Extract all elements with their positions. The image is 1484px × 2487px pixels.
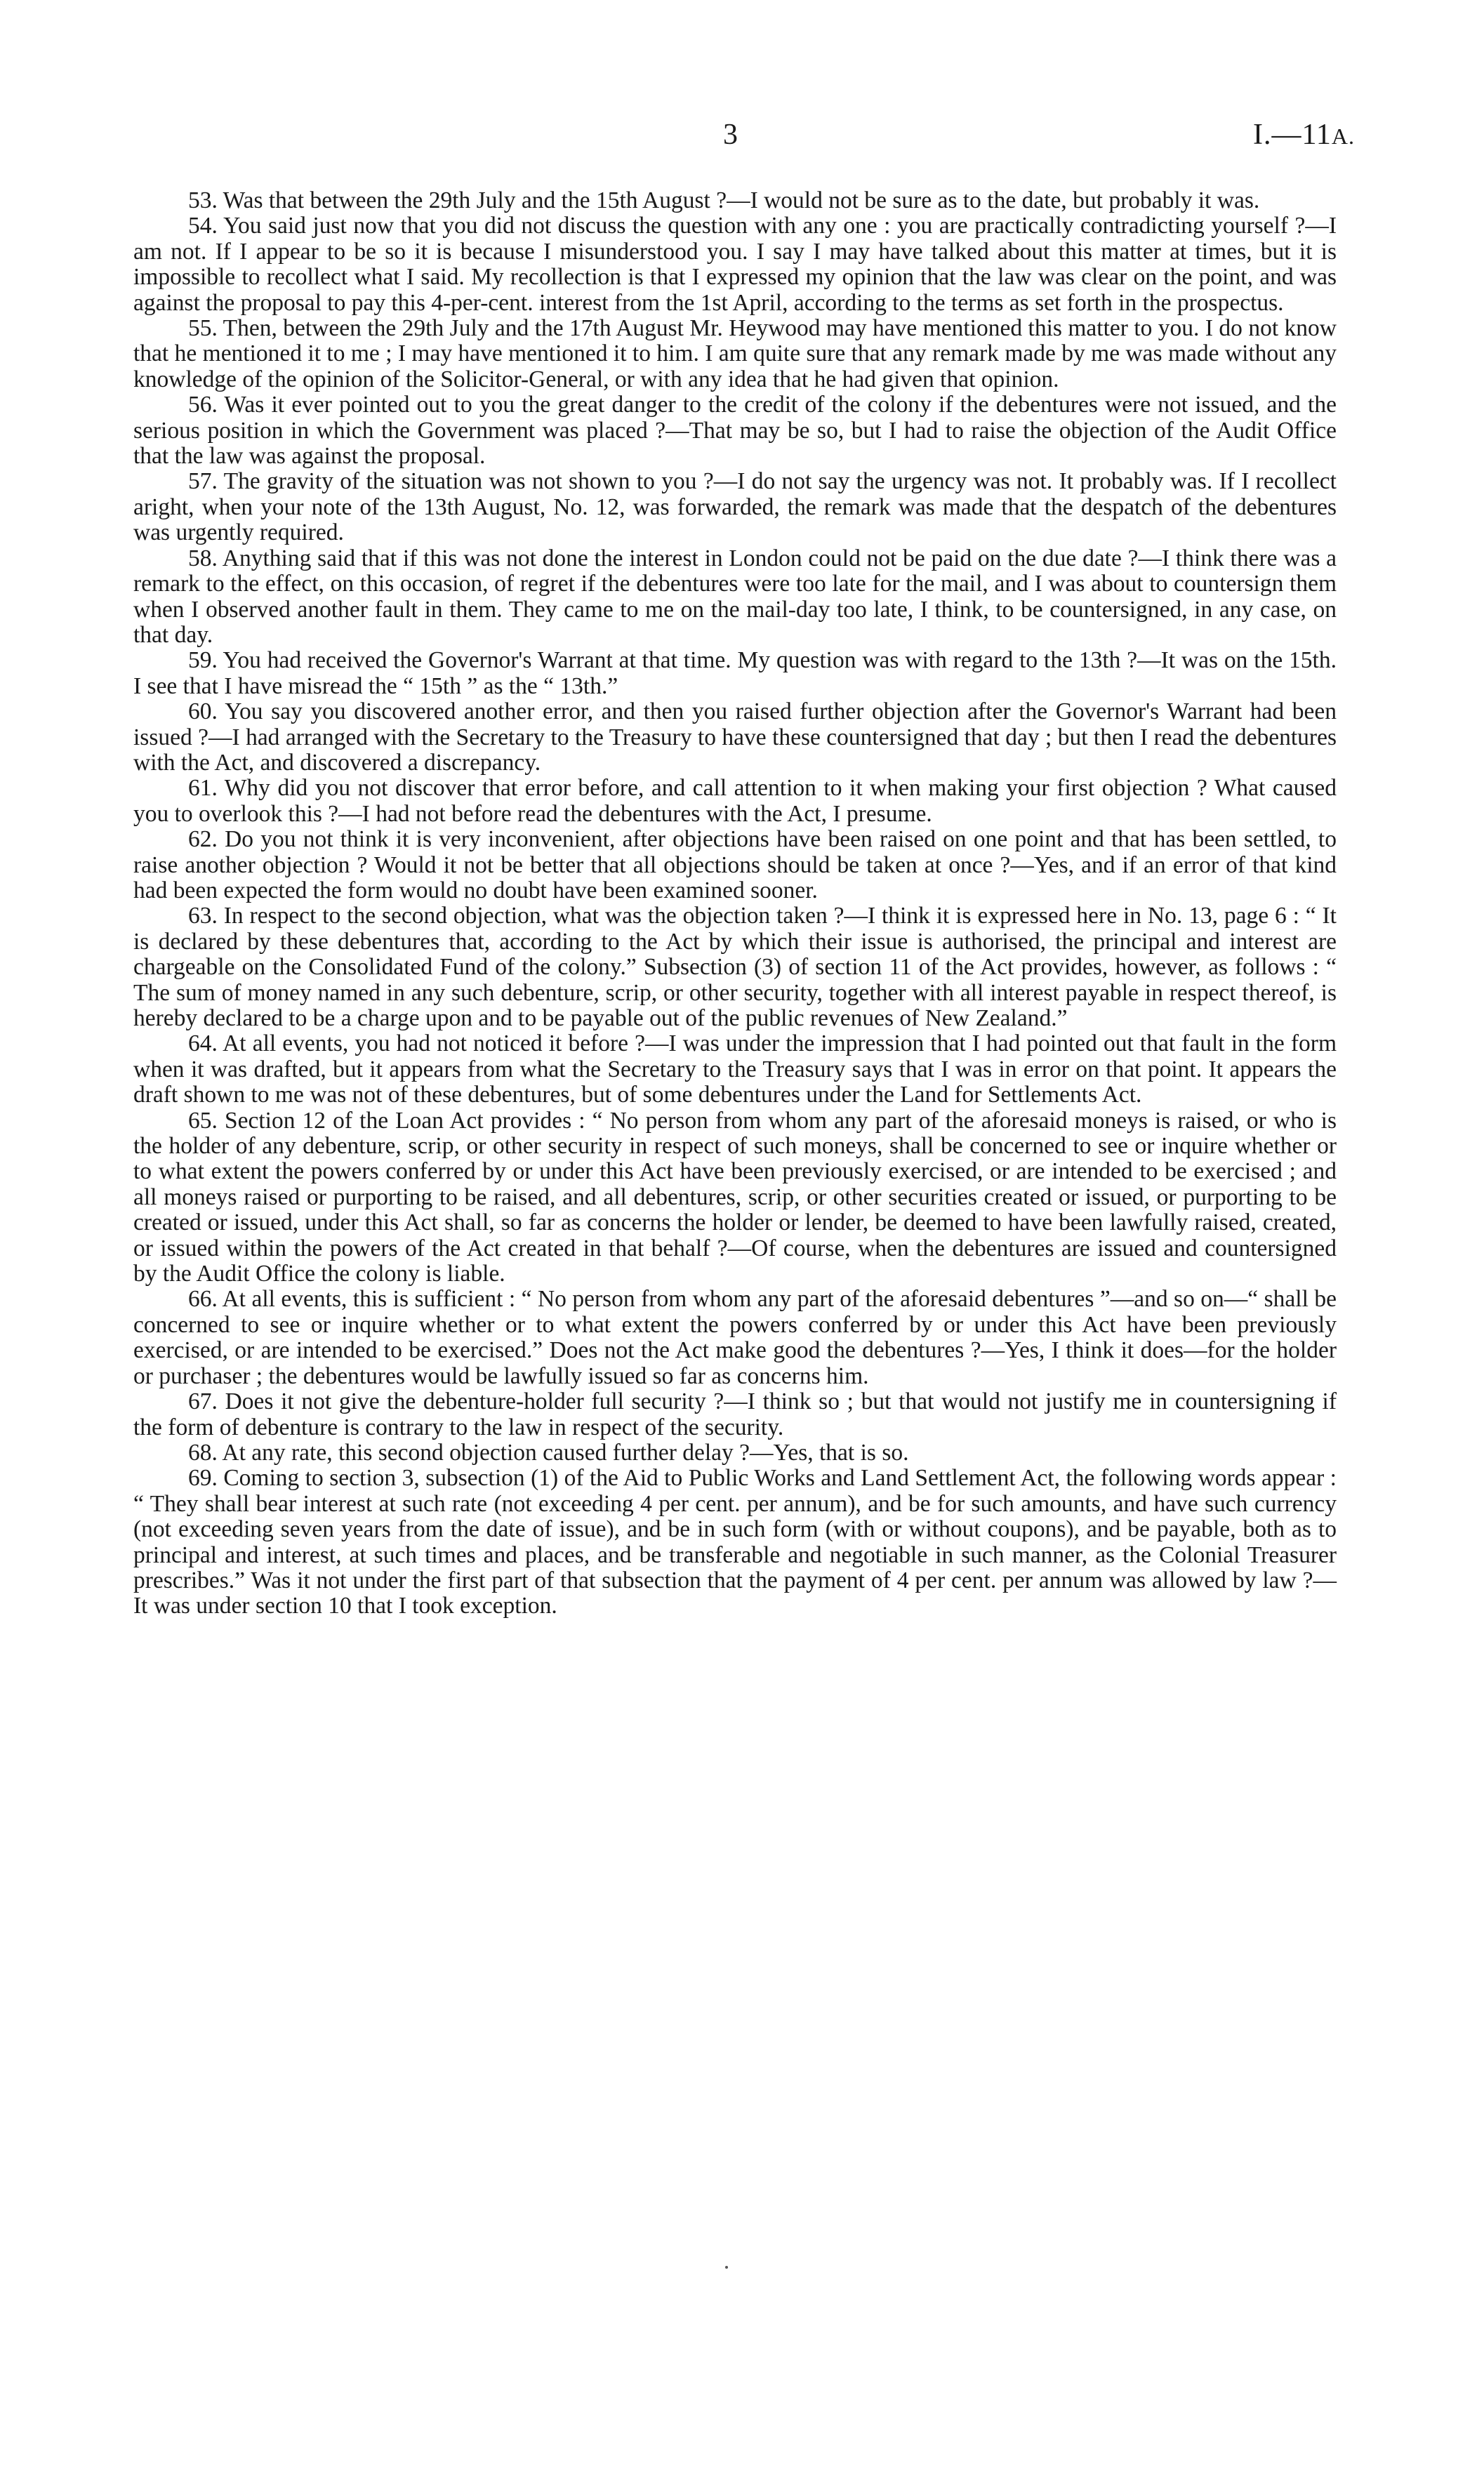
paper-reference	[1253, 118, 1355, 153]
question-57: 57. The gravity of the situation was not shown to you ?—I do not say the urgency was not. It probably was. If I recollect aright, when your note of the 13th August, No. 12, was forwarded, the remark was made that the despatch of the debentures was urgently required.	[133, 468, 1337, 546]
question-65: 65. Section 12 of the Loan Act provides : “ No person from whom any part of the aforesaid moneys is raised, or who is the holder of any debenture, scrip, or other security in respect of such moneys, shall be concerned to see or inquire whether or to what extent the powers conferred by or under this Act have been previously exercised, or are intended to be exercised ; and all moneys raised or purporting to be raised, and all debentures, scrip, or other securities created or issued, or purporting to be created or issued, under this Act shall, so far as concerns the holder or lender, be deemed to have been lawfully raised, created, or issued within the powers of the Act created in that behalf ?—Of course, when the debentures are issued and countersigned by the Audit Office the colony is liable.	[133, 1107, 1337, 1287]
question-54: 54. You said just now that you did not discuss the question with any one : you are practically contradicting yourself ?—I am not. If I appear to be so it is because I misunderstood you. I say I may have talked about this matter at times, but it is impossible to recollect what I said. My recollection is that I expressed my opinion that the law was clear on the point, and was against the proposal to pay this 4-per-cent. interest from the 1st April, according to the terms as set forth in the prospectus.	[133, 213, 1337, 316]
question-66: 66. At all events, this is sufficient : “ No person from whom any part of the aforesaid debentures ”—and so on—“ shall be concerned to see or inquire whether or to what extent the powers conferred by or under this Act have been previously exercised, or are intended to be exercised.” Does not the Act make good the debentures ?—Yes, I think it does—for the holder or purchaser ; the debentures would be lawfully issued so far as concerns him.	[133, 1286, 1337, 1389]
question-53: 53. Was that between the 29th July and the 15th August ?—I would not be sure as to the date, but probably it was.	[188, 187, 1260, 213]
page-number: 3	[723, 119, 738, 151]
question-60: 60. You say you discovered another error, and then you raised further objection after the Governor's Warrant had been issued ?—I had arranged with the Secretary to the Treasury to have these countersigned that day ; but then I read the debentures with the Act, and discovered a discrepancy.	[133, 698, 1337, 776]
question-55: 55. Then, between the 29th July and the 17th August Mr. Heywood may have mentioned this matter to you. I do not know that he mentioned it to me ; I may have mentioned it to him. I am quite sure that any remark made by me was made without any knowledge of the opinion of the Solicitor-General, or with any idea that he had given that opinion.	[133, 315, 1337, 392]
paper-reference-suffix: A.	[1331, 124, 1355, 149]
question-58: 58. Anything said that if this was not done the interest in London could not be paid on the due date ?—I think there was a remark to the effect, on this occasion, of regret if the debentures were too late for the mail, and I was about to countersign them when I observed another fault in them. They came to me on the mail-day too late, I think, to be countersigned, in any case, on that day.	[133, 545, 1337, 648]
question-56: 56. Was it ever pointed out to you the great danger to the credit of the colony if the debentures were not issued, and the serious position in which the Government was placed ?—That may be so, but I had to raise the objection of the Audit Office that the law was against the proposal.	[133, 392, 1337, 470]
evidence-text	[133, 188, 1337, 1619]
question-63: 63. In respect to the second objection, what was the objection taken ?—I think it is expressed here in No. 13, page 6 : “ It is declared by these debentures that, according to the Act by which their issue is authorised, the principal and interest are chargeable on the Consolidated Fund of the colony.” Subsection (3) of section 11 of the Act provides, however, as follows : “ The sum of money named in any such debenture, scrip, or other security, together with all interest payable in respect thereof, is hereby declared to be a charge upon and to be payable out of the public revenues of New Zealand.”	[133, 903, 1337, 1031]
page-header	[0, 118, 1484, 160]
print-speck	[725, 2266, 728, 2269]
question-64: 64. At all events, you had not noticed it before ?—I was under the impression that I had pointed out that fault in the form when it was drafted, but it appears from what the Secretary to the Treasury says that I was in error on that point. It appears the draft shown to me was not of these debentures, but of some debentures under the Land for Settlements Act.	[133, 1030, 1337, 1108]
question-61: 61. Why did you not discover that error before, and call attention to it when making your first objection ? What caused you to overlook this ?—I had not before read the debentures with the Act, I presume.	[133, 775, 1337, 827]
question-68: 68. At any rate, this second objection caused further delay ?—Yes, that is so.	[188, 1439, 909, 1466]
question-69: 69. Coming to section 3, subsection (1) of the Aid to Public Works and Land Settlement Act, the following words appear : “ They shall bear interest at such rate (not exceeding 4 per cent. per annum), and be for such amounts, and have such currency (not exceeding seven years from the date of issue), and be in such form (with or without coupons), and be payable, both as to principal and interest, at such times and places, and be transferable and negotiable in such manner, as the Colonial Treasurer prescribes.” Was it not under the first part of that subsection that the payment of 4 per cent. per annum was allowed by law ?—It was under section 10 that I took exception.	[133, 1465, 1337, 1619]
question-62: 62. Do you not think it is very inconvenient, after objections have been raised on one point and that has been settled, to raise another objection ? Would it not be better that all objections should be taken at once ?—Yes, and if an error of that kind had been expected the form would no doubt have been examined sooner.	[133, 826, 1337, 903]
paper-reference-main: I.—11	[1252, 119, 1332, 151]
question-59: 59. You had received the Governor's Warrant at that time. My question was with regard to the 13th ?—It was on the 15th. I see that I have misread the “ 15th ” as the “ 13th.”	[133, 647, 1337, 699]
question-67: 67. Does it not give the debenture-holder full security ?—I think so ; but that would not justify me in countersigning if the form of debenture is contrary to the law in respect of the security.	[133, 1388, 1337, 1440]
